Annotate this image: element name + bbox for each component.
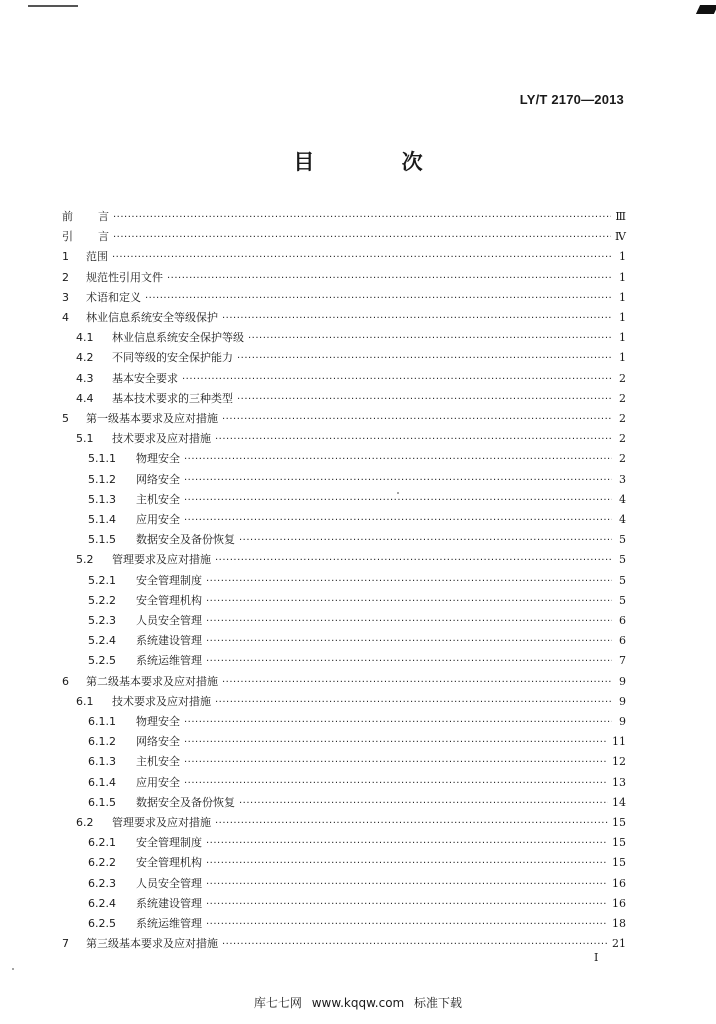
toc-entry[interactable] (88, 571, 626, 590)
toc-entry[interactable] (88, 853, 626, 872)
toc-entry-title: 网络安全 (136, 735, 180, 749)
toc-entry-title: 系统建设管理 (136, 896, 202, 910)
toc-entry[interactable] (88, 914, 626, 933)
toc-leader-dots (113, 228, 611, 247)
toc-entry-number: 5 (62, 412, 69, 425)
toc-entry[interactable] (88, 591, 626, 610)
toc-entry-title: 术语和定义 (86, 290, 141, 304)
toc-entry-title: 安全管理制度 (136, 836, 202, 850)
toc-entry-page: 9 (619, 674, 626, 688)
toc-entry-title: 不同等级的安全保护能力 (112, 351, 233, 365)
toc-leader-dots (145, 289, 612, 308)
toc-entry-number: 4.2 (76, 351, 94, 365)
toc-leader-dots (222, 309, 612, 328)
toc-entry-number: 6.1 (76, 694, 94, 708)
toc-entry[interactable] (88, 530, 626, 549)
toc-leader-dots (206, 915, 608, 934)
toc-entry[interactable] (88, 752, 626, 771)
toc-entry-number: 6.2.2 (88, 856, 116, 870)
toc-entry-number: 6.1.4 (88, 775, 116, 789)
toc-entry-number: 6.1.3 (88, 755, 116, 769)
toc-entry-title: 第一级基本要求及应对措施 (86, 412, 218, 425)
toc-entry-page: 16 (612, 896, 626, 910)
toc-entry-page: 16 (612, 876, 626, 890)
toc-entry-page: 2 (619, 432, 626, 446)
toc-entry-page: 9 (619, 715, 626, 728)
toc-entry-title: 应用安全 (136, 513, 180, 526)
toc-leader-dots (206, 834, 608, 853)
toc-entry[interactable] (62, 409, 626, 428)
toc-entry[interactable] (88, 833, 626, 852)
toc-leader-dots (206, 592, 612, 611)
toc-leader-dots (167, 269, 612, 288)
toc-leader-dots (239, 531, 612, 550)
toc-entry-number: 6.2.4 (88, 896, 116, 910)
toc-leader-dots (222, 673, 612, 692)
toc-leader-dots (237, 349, 612, 368)
toc-entry-page: 4 (619, 513, 626, 526)
scan-edge-mark (28, 5, 78, 7)
toc-entry[interactable] (88, 470, 626, 489)
page-title: 目 次 (293, 150, 463, 174)
toc-entry[interactable] (76, 369, 626, 388)
toc-entry[interactable] (88, 712, 626, 731)
toc-entry[interactable] (88, 490, 626, 509)
toc-entry[interactable] (76, 348, 626, 367)
toc-entry[interactable] (88, 611, 626, 630)
toc-entry[interactable] (76, 389, 626, 408)
toc-entry-page: 6 (619, 614, 626, 627)
toc-entry-number: 6.2 (76, 816, 94, 829)
toc-entry-page: 12 (612, 755, 626, 769)
toc-entry[interactable] (76, 813, 626, 832)
toc-entry-title: 数据安全及备份恢复 (136, 533, 235, 547)
toc-entry-number: 6 (62, 674, 69, 688)
toc-entry-title: 管理要求及应对措施 (112, 553, 211, 567)
toc-entry-title: 物理安全 (136, 715, 180, 728)
toc-entry-title: 言 (98, 210, 109, 223)
toc-leader-dots (206, 652, 612, 671)
toc-leader-dots (206, 612, 612, 631)
toc-leader-dots (222, 935, 608, 954)
toc-leader-dots (215, 814, 608, 833)
toc-entry[interactable] (62, 247, 626, 266)
toc-entry-title: 人员安全管理 (136, 614, 202, 627)
toc-entry-title: 言 (98, 230, 109, 244)
toc-entry-page: 11 (612, 735, 626, 749)
toc-entry-title: 系统运维管理 (136, 654, 202, 668)
toc-entry[interactable] (88, 732, 626, 751)
toc-leader-dots (184, 774, 608, 793)
page-number: I (594, 951, 599, 964)
footer-watermark: 库七七网 www.kqqw.com 标准下载 (253, 996, 463, 1010)
toc-entry[interactable] (62, 207, 626, 226)
toc-entry-page: 6 (619, 634, 626, 648)
toc-entry-number: 6.2.1 (88, 836, 116, 850)
toc-entry-title: 系统运维管理 (136, 917, 202, 930)
toc-entry-page: 4 (619, 492, 626, 506)
toc-entry-page: 5 (619, 573, 626, 587)
toc-entry-number: 5.2.5 (88, 654, 116, 668)
toc-entry-page: 15 (612, 816, 626, 829)
toc-entry[interactable] (76, 692, 626, 711)
toc-entry[interactable] (62, 672, 626, 691)
toc-leader-dots (239, 794, 608, 813)
toc-leader-dots (206, 632, 612, 651)
toc-entry-number: 3 (62, 290, 69, 304)
toc-entry-page: 15 (612, 836, 626, 850)
toc-entry-page: Ⅳ (615, 230, 626, 244)
toc-entry-page: 2 (619, 371, 626, 385)
toc-entry[interactable] (88, 510, 626, 529)
toc-leader-dots (184, 471, 612, 490)
toc-entry-number: 5.1.1 (88, 452, 116, 466)
toc-entry-page: 5 (619, 593, 626, 607)
toc-leader-dots (184, 450, 612, 469)
toc-leader-dots (206, 572, 612, 591)
toc-entry[interactable] (88, 631, 626, 650)
toc-leader-dots (206, 875, 608, 894)
toc-entry-page: 1 (619, 351, 626, 365)
toc-leader-dots (184, 511, 612, 530)
toc-entry-page: 9 (619, 694, 626, 708)
toc-entry-title: 主机安全 (136, 492, 180, 506)
toc-entry-title: 人员安全管理 (136, 876, 202, 890)
toc-entry-page: 1 (619, 331, 626, 345)
toc-entry-title: 主机安全 (136, 755, 180, 769)
toc-entry[interactable] (88, 874, 626, 893)
toc-entry-page: 7 (619, 654, 626, 668)
toc-entry-number: 5.2.3 (88, 614, 116, 627)
toc-entry-page: 1 (619, 270, 626, 284)
toc-entry-title: 系统建设管理 (136, 634, 202, 648)
toc-entry[interactable] (88, 793, 626, 812)
toc-entry-number: 5.1.4 (88, 513, 116, 526)
toc-entry-number: 引 (62, 230, 73, 244)
toc-entry-number: 6.2.5 (88, 917, 116, 930)
toc-entry[interactable] (62, 308, 626, 327)
toc-entry[interactable] (88, 651, 626, 670)
toc-entry-page: 5 (619, 553, 626, 567)
toc-entry-number: 4.1 (76, 331, 94, 345)
toc-leader-dots (184, 733, 608, 752)
toc-entry-number: 6.1.2 (88, 735, 116, 749)
toc-entry[interactable] (88, 894, 626, 913)
toc-entry-title: 管理要求及应对措施 (112, 816, 211, 829)
toc-entry-page: 5 (619, 533, 626, 547)
toc-leader-dots (184, 713, 612, 732)
toc-entry-number: 5.2.1 (88, 573, 116, 587)
toc-entry-title: 范围 (86, 250, 108, 264)
toc-entry-page: Ⅲ (615, 210, 626, 223)
toc-entry-page: 2 (619, 452, 626, 466)
toc-entry-number: 5.1.3 (88, 492, 116, 506)
toc-entry-page: 1 (619, 290, 626, 304)
toc-entry-page: 1 (619, 250, 626, 264)
toc-entry-page: 2 (619, 391, 626, 405)
toc-entry-number: 5.2.4 (88, 634, 116, 648)
toc-entry-number: 1 (62, 250, 69, 264)
toc-entry-number: 4.3 (76, 371, 94, 385)
toc-leader-dots (237, 390, 612, 409)
standard-number: LY/T 2170—2013 (519, 92, 624, 107)
toc-leader-dots (248, 329, 612, 348)
toc-entry-number: 6.1.1 (88, 715, 116, 728)
toc-leader-dots (222, 410, 612, 429)
toc-entry-page: 1 (619, 311, 626, 324)
toc-entry-title: 网络安全 (136, 472, 180, 486)
toc-entry-page: 14 (612, 795, 626, 809)
toc-entry[interactable] (88, 449, 626, 468)
toc-entry[interactable] (76, 550, 626, 569)
toc-entry-title: 基本技术要求的三种类型 (112, 391, 233, 405)
toc-entry-title: 技术要求及应对措施 (112, 694, 211, 708)
toc-leader-dots (184, 753, 608, 772)
scan-speck (397, 492, 399, 494)
toc-entry-number: 前 (62, 210, 73, 223)
toc-entry-title: 林业信息系统安全保护等级 (112, 331, 244, 345)
scan-speck (12, 968, 14, 970)
toc-leader-dots (112, 248, 612, 267)
toc-entry-title: 第三级基本要求及应对措施 (86, 937, 218, 951)
toc-entry-number: 4 (62, 311, 69, 324)
toc-entry-page: 13 (612, 775, 626, 789)
toc-entry[interactable] (62, 268, 626, 287)
toc-leader-dots (215, 551, 612, 570)
toc-entry[interactable] (76, 328, 626, 347)
toc-entry-number: 5.1 (76, 432, 94, 446)
toc-entry[interactable] (62, 288, 626, 307)
toc-entry-title: 应用安全 (136, 775, 180, 789)
toc-entry[interactable] (62, 227, 626, 246)
toc-entry-title: 物理安全 (136, 452, 180, 466)
toc-entry-page: 21 (612, 937, 626, 951)
toc-entry-title: 规范性引用文件 (86, 270, 163, 284)
toc-leader-dots (206, 854, 608, 873)
toc-entry[interactable] (88, 773, 626, 792)
toc-leader-dots (206, 895, 608, 914)
toc-entry-page: 3 (619, 472, 626, 486)
toc-leader-dots (215, 430, 612, 449)
toc-entry-number: 6.2.3 (88, 876, 116, 890)
toc-leader-dots (113, 208, 611, 227)
toc-entry-title: 林业信息系统安全等级保护 (86, 311, 218, 324)
toc-leader-dots (215, 693, 612, 712)
toc-entry-number: 5.2.2 (88, 593, 116, 607)
scan-corner-mark (696, 5, 716, 14)
toc-entry-number: 5.1.5 (88, 533, 116, 547)
toc-entry-title: 安全管理制度 (136, 573, 202, 587)
toc-entry-title: 安全管理机构 (136, 593, 202, 607)
toc-entry-number: 7 (62, 937, 69, 951)
toc-entry-number: 5.2 (76, 553, 94, 567)
toc-entry-number: 5.1.2 (88, 472, 116, 486)
toc-entry-number: 2 (62, 270, 69, 284)
toc-leader-dots (182, 370, 612, 389)
toc-entry-title: 第二级基本要求及应对措施 (86, 674, 218, 688)
toc-entry-number: 6.1.5 (88, 795, 116, 809)
toc-entry[interactable] (76, 429, 626, 448)
toc-entry-title: 技术要求及应对措施 (112, 432, 211, 446)
toc-entry-page: 18 (612, 917, 626, 930)
toc-entry-title: 数据安全及备份恢复 (136, 795, 235, 809)
toc-entry-title: 基本安全要求 (112, 371, 178, 385)
toc-entry-number: 4.4 (76, 391, 94, 405)
toc-entry-title: 安全管理机构 (136, 856, 202, 870)
toc-entry[interactable] (62, 934, 626, 953)
toc-entry-page: 2 (619, 412, 626, 425)
toc-entry-page: 15 (612, 856, 626, 870)
